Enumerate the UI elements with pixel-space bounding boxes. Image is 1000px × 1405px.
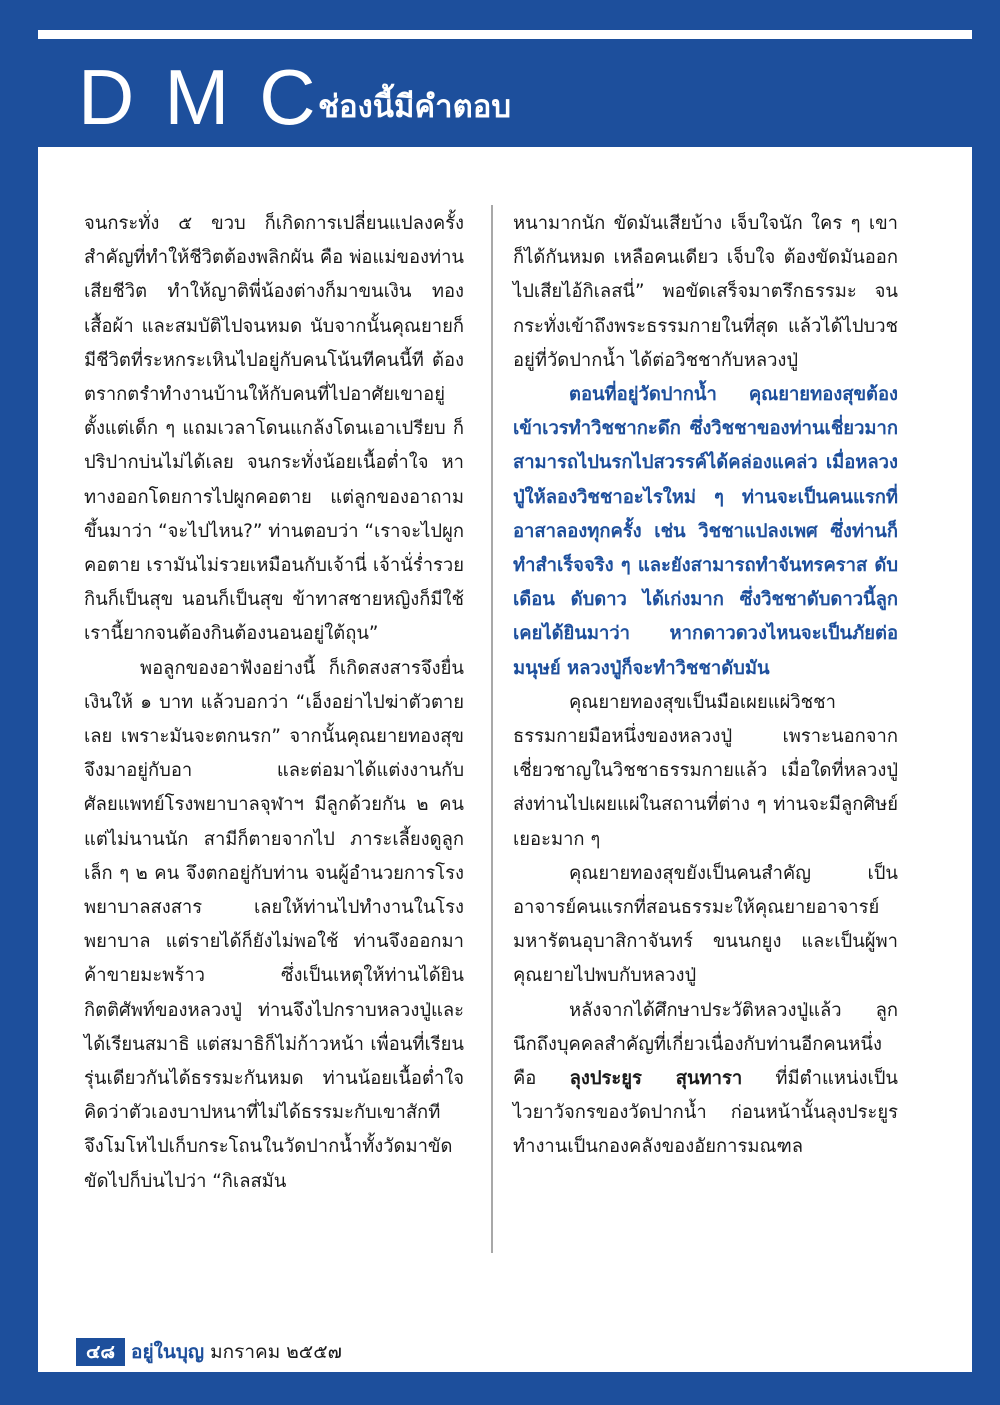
- article-column-left: [84, 207, 464, 1199]
- top-rule: [38, 30, 972, 39]
- section-subtitle: ช่องนี้มีคำตอบ: [318, 89, 511, 125]
- paragraph: หนามากนัก ขัดมันเสียบ้าง เจ็บใจนัก ใคร ๆ เขาก็ได้กันหมด เหลือคนเดียว เจ็บใจ ต้องขัดมันออกไปเสียไอ้กิเลสนี่” พอขัดเสร็จมาตรึกธรรมะ จนกระทั่งเข้าถึงพระธรรมกายในที่สุด แล้วได้ไปบวชอยู่ที่วัดปากน้ำ ได้ต่อวิชชากับหลวงปู่: [513, 213, 898, 371]
- page-footer: [76, 1338, 342, 1366]
- article-column-right: [513, 207, 898, 1165]
- column-divider: [491, 205, 493, 1253]
- page-number: ๔๘: [76, 1338, 125, 1366]
- magazine-title: อยู่ในบุญ: [131, 1341, 205, 1363]
- paragraph-text: ที่มีตำแหน่งเป็นไวยาวัจกรของวัดปากน้ำ ก่อนหน้านั้นลุงประยูรทำงานเป็นกองคลังของอัยการมณฑล: [513, 1068, 899, 1158]
- paragraph: คุณยายทองสุขเป็นมือเผยแผ่วิชชาธรรมกายมือหนึ่งของหลวงปู่ เพราะนอกจากเชี่ยวชาญในวิชชาธรรมกายแล้ว เมื่อใดที่หลวงปู่ส่งท่านไปเผยแผ่ในสถานที่ต่าง ๆ ท่านจะมีลูกศิษย์เยอะมาก ๆ: [513, 691, 898, 850]
- highlighted-paragraph: ตอนที่อยู่วัดปากน้ำ คุณยายทองสุขต้องเข้าเวรทำวิชชากะดึก ซึ่งวิชชาของท่านเชี่ยวมาก สามารถไปนรกไปสวรรค์ได้คล่องแคล่ว เมื่อหลวงปู่ให้ลองวิชชาอะไรใหม่ ๆ ท่านจะเป็นคนแรกที่อาสาลองทุกครั้ง เช่น วิชชาแปลงเพศ ซึ่งท่านก็ทำสำเร็จจริง ๆ และยังสามารถทำจันทรคราส ดับเดือน ดับดาว ได้เก่งมาก ซึ่งวิชชาดับดาวนี้ลูกเคยได้ยินมาว่า หากดาวดวงไหนจะเป็นภัยต่อมนุษย์ หลวงปู่ก็จะทำวิชชาดับมัน: [513, 384, 898, 679]
- paragraph: จนกระทั่ง ๕ ขวบ ก็เกิดการเปลี่ยนแปลงครั้งสำคัญที่ทำให้ชีวิตต้องพลิกผัน คือ พ่อแม่ของท่านเสียชีวิต ทำให้ญาติพี่น้องต่างก็มาขนเงิน ทอง เสื้อผ้า และสมบัติไปจนหมด นับจากนั้นคุณยายก็มีชีวิตที่ระหกระเหินไปอยู่กับคนโน้นทีคนนี้ที ต้องตรากตรำทำงานบ้านให้กับคนที่ไปอาศัยเขาอยู่ตั้งแต่เด็ก ๆ แถมเวลาโดนแกล้งโดนเอาเปรียบ ก็ปริปากบ่นไม่ได้เลย จนกระทั่งน้อยเนื้อต่ำใจ หาทางออกโดยการไปผูกคอตาย แต่ลูกของอาถามขึ้นมาว่า “จะไปไหน?” ท่านตอบว่า “เราจะไปผูกคอตาย เรามันไม่รวยเหมือนกับเจ้านี่ เจ้านั่ร่ำรวย กินก็เป็นสุข นอนก็เป็นสุข ข้าทาสชายหญิงก็มีใช้ เรานี้ยากจนต้องกินต้องนอนอยู่ใต้ถุน”: [84, 213, 464, 645]
- person-name: ลุงประยูร สุนทารา: [569, 1068, 743, 1090]
- issue-date: มกราคม ๒๕๕๗: [210, 1341, 342, 1363]
- paragraph: คุณยายทองสุขยังเป็นคนสำคัญ เป็นอาจารย์คนแรกที่สอนธรรมะให้คุณยายอาจารย์มหารัตนอุบาสิกาจันทร์ ขนนกยูง และเป็นผู้พาคุณยายไปพบกับหลวงปู่: [513, 862, 898, 987]
- paragraph: [513, 994, 898, 1165]
- paragraph-text: หลังจากได้ศึกษาประวัติหลวงปู่แล้ว ลูกนึกถึงบุคคลสำคัญที่เกี่ยวเนื่องกับท่านอีกคนหนึ่ง คือ: [513, 999, 898, 1090]
- section-title: DMC: [78, 53, 346, 141]
- content-panel: [38, 147, 972, 1372]
- paragraph: พอลูกของอาฟังอย่างนี้ ก็เกิดสงสารจึงยื่นเงินให้ ๑ บาท แล้วบอกว่า “เอ็งอย่าไปฆ่าตัวตายเลย เพราะมันจะตกนรก” จากนั้นคุณยายทองสุขจึงมาอยู่กับอา และต่อมาได้แต่งงานกับศัลยแพทย์โรงพยาบาลจุฬาฯ มีลูกด้วยกัน ๒ คน แต่ไม่นานนัก สามีก็ตายจากไป ภาระเลี้ยงดูลูกเล็ก ๆ ๒ คน จึงตกอยู่กับท่าน จนผู้อำนวยการโรงพยาบาลสงสาร เลยให้ท่านไปทำงานในโรงพยาบาล แต่รายได้ก็ยังไม่พอใช้ ท่านจึงออกมาค้าขายมะพร้าว ซึ่งเป็นเหตุให้ท่านได้ยินกิตติศัพท์ของหลวงปู่ ท่านจึงไปกราบหลวงปู่และได้เรียนสมาธิ แต่สมาธิก็ไม่ก้าวหน้า เพื่อนที่เรียนรุ่นเดียวกันได้ธรรมะกันหมด ท่านน้อยเนื้อต่ำใจ คิดว่าตัวเองบาปหนาที่ไม่ได้ธรรมะกับเขาสักที จึงโมโหไปเก็บกระโถนในวัดปากน้ำทั้งวัดมาขัด ขัดไปก็บ่นไปว่า “กิเลสมัน: [84, 657, 464, 1192]
